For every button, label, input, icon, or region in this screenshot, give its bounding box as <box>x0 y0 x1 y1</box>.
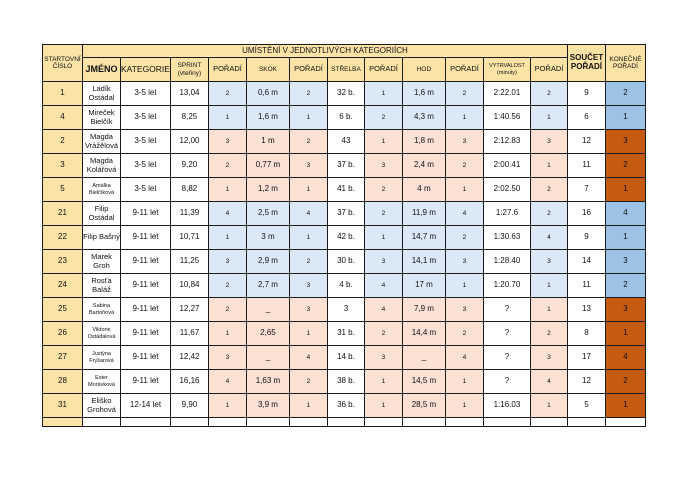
sprint-rank: 2 <box>208 274 246 298</box>
header-start: STARTOVNÍ ČÍSLO <box>43 45 83 82</box>
start-number: 25 <box>43 298 83 322</box>
shoot-rank: 2 <box>364 178 402 202</box>
jump-result: 1,2 m <box>246 178 289 202</box>
endurance-time: ? <box>483 298 530 322</box>
header-placement-title: UMÍSTĚNÍ V JEDNOTLIVÝCH KATEGORIÍCH <box>83 45 568 58</box>
throw-rank: 1 <box>445 274 483 298</box>
start-number: 3 <box>43 154 83 178</box>
final-rank: 2 <box>605 82 645 106</box>
table-row <box>43 226 646 250</box>
endurance-rank: 1 <box>530 298 567 322</box>
endurance-time: 2:02.50 <box>483 178 530 202</box>
shoot-result: 6 b. <box>327 106 364 130</box>
throw-result: _ <box>402 346 445 370</box>
table-row <box>43 202 646 226</box>
shoot-result: 41 b. <box>327 178 364 202</box>
athlete-name: Rosťa Baláž <box>83 274 121 298</box>
results-table <box>42 44 646 427</box>
endurance-rank: 4 <box>530 370 567 394</box>
endurance-time: 1:30.63 <box>483 226 530 250</box>
shoot-rank: 2 <box>364 202 402 226</box>
endurance-time: 1:40.56 <box>483 106 530 130</box>
final-rank: 2 <box>605 370 645 394</box>
sprint-rank: 1 <box>208 178 246 202</box>
endurance-rank: 2 <box>530 82 567 106</box>
sprint-time: 16,16 <box>170 370 208 394</box>
throw-rank: 2 <box>445 322 483 346</box>
endurance-time: 1:20.70 <box>483 274 530 298</box>
sprint-time: 11,39 <box>170 202 208 226</box>
sprint-rank: 3 <box>208 250 246 274</box>
throw-rank: 3 <box>445 298 483 322</box>
category: 9-11 let <box>121 226 171 250</box>
sprint-time: 12,00 <box>170 130 208 154</box>
sprint-rank: 1 <box>208 106 246 130</box>
jump-result: 3 m <box>246 226 289 250</box>
sprint-time: 8,82 <box>170 178 208 202</box>
category: 9-11 let <box>121 202 171 226</box>
sprint-time: 12,27 <box>170 298 208 322</box>
final-rank: 4 <box>605 346 645 370</box>
athlete-name: Ester Morávková <box>83 370 121 394</box>
table-row <box>43 82 646 106</box>
header-shoot: STŘELBA <box>327 58 364 82</box>
rank-sum: 9 <box>567 226 605 250</box>
shoot-result: 30 b. <box>327 250 364 274</box>
throw-result: 4 m <box>402 178 445 202</box>
throw-rank: 1 <box>445 394 483 418</box>
final-rank: 1 <box>605 106 645 130</box>
jump-rank: 2 <box>289 130 327 154</box>
start-number: 2 <box>43 130 83 154</box>
header-rank-endurance: POŘADÍ <box>530 58 567 82</box>
endurance-rank: 3 <box>530 130 567 154</box>
table-row <box>43 322 646 346</box>
athlete-name: Viktorie Ostádalová <box>83 322 121 346</box>
throw-result: 17 m <box>402 274 445 298</box>
endurance-time: ? <box>483 370 530 394</box>
throw-result: 14,7 m <box>402 226 445 250</box>
throw-rank: 1 <box>445 178 483 202</box>
results-sheet <box>42 44 646 427</box>
shoot-result: 36 b. <box>327 394 364 418</box>
sprint-rank: 1 <box>208 394 246 418</box>
sprint-rank: 3 <box>208 130 246 154</box>
athlete-name: Justýna Fryšarová <box>83 346 121 370</box>
endurance-time: 1:27.6 <box>483 202 530 226</box>
table-row <box>43 130 646 154</box>
sprint-time: 13,04 <box>170 82 208 106</box>
shoot-rank: 4 <box>364 298 402 322</box>
final-rank: 1 <box>605 226 645 250</box>
category: 9-11 let <box>121 370 171 394</box>
endurance-rank: 2 <box>530 322 567 346</box>
shoot-rank: 3 <box>364 250 402 274</box>
athlete-name: Magda Vrážělová <box>83 130 121 154</box>
final-rank: 1 <box>605 178 645 202</box>
header-rank-shoot: POŘADÍ <box>364 58 402 82</box>
rank-sum: 7 <box>567 178 605 202</box>
rank-sum: 9 <box>567 82 605 106</box>
sprint-time: 11,67 <box>170 322 208 346</box>
final-rank: 2 <box>605 274 645 298</box>
endurance-time: 1:28.40 <box>483 250 530 274</box>
jump-result: _ <box>246 298 289 322</box>
jump-rank: 1 <box>289 226 327 250</box>
endurance-rank: 1 <box>530 106 567 130</box>
header-final: KONEČNÉ POŘADÍ <box>605 45 645 82</box>
throw-result: 7,9 m <box>402 298 445 322</box>
endurance-rank: 3 <box>530 346 567 370</box>
endurance-rank: 1 <box>530 154 567 178</box>
sprint-time: 9,90 <box>170 394 208 418</box>
shoot-result: 32 b. <box>327 82 364 106</box>
shoot-rank: 2 <box>364 106 402 130</box>
shoot-result: 38 b. <box>327 370 364 394</box>
sprint-time: 8,25 <box>170 106 208 130</box>
table-row <box>43 106 646 130</box>
athlete-name: Eliško Grohová <box>83 394 121 418</box>
sprint-time: 11,25 <box>170 250 208 274</box>
jump-result: 0,6 m <box>246 82 289 106</box>
endurance-time: 2:12.83 <box>483 130 530 154</box>
athlete-name: Filip Bašný <box>83 226 121 250</box>
rank-sum: 12 <box>567 370 605 394</box>
shoot-result: 43 <box>327 130 364 154</box>
header-sum: SOUČET POŘADÍ <box>567 45 605 82</box>
rank-sum: 5 <box>567 394 605 418</box>
throw-result: 14,1 m <box>402 250 445 274</box>
table-row <box>43 274 646 298</box>
category: 3-5 let <box>121 130 171 154</box>
throw-rank: 4 <box>445 202 483 226</box>
endurance-time: 2:00.41 <box>483 154 530 178</box>
empty-row <box>43 418 646 427</box>
results-body <box>43 82 646 427</box>
start-number: 21 <box>43 202 83 226</box>
throw-rank: 3 <box>445 250 483 274</box>
jump-rank: 3 <box>289 274 327 298</box>
final-rank: 3 <box>605 298 645 322</box>
sprint-rank: 1 <box>208 322 246 346</box>
header-sprint: SPRINT (vteřiny) <box>170 58 208 82</box>
shoot-rank: 2 <box>364 322 402 346</box>
shoot-rank: 1 <box>364 82 402 106</box>
rank-sum: 17 <box>567 346 605 370</box>
header-endurance: VYTRVALOST (minuty) <box>483 58 530 82</box>
category: 12-14 let <box>121 394 171 418</box>
sprint-rank: 3 <box>208 346 246 370</box>
table-row <box>43 346 646 370</box>
jump-result: 2,9 m <box>246 250 289 274</box>
endurance-rank: 2 <box>530 178 567 202</box>
category: 9-11 let <box>121 322 171 346</box>
shoot-rank: 4 <box>364 274 402 298</box>
jump-result: 3,9 m <box>246 394 289 418</box>
shoot-rank: 1 <box>364 370 402 394</box>
shoot-result: 37 b. <box>327 154 364 178</box>
category: 9-11 let <box>121 346 171 370</box>
shoot-result: 4 b. <box>327 274 364 298</box>
throw-result: 2,4 m <box>402 154 445 178</box>
shoot-result: 42 b. <box>327 226 364 250</box>
jump-rank: 3 <box>289 154 327 178</box>
jump-rank: 1 <box>289 322 327 346</box>
start-number: 5 <box>43 178 83 202</box>
rank-sum: 11 <box>567 274 605 298</box>
shoot-result: 31 b. <box>327 322 364 346</box>
header-rank-jump: POŘADÍ <box>289 58 327 82</box>
throw-rank: 2 <box>445 154 483 178</box>
throw-result: 1,8 m <box>402 130 445 154</box>
endurance-rank: 2 <box>530 202 567 226</box>
final-rank: 3 <box>605 130 645 154</box>
category: 9-11 let <box>121 298 171 322</box>
athlete-name: Sabina Bartoňová <box>83 298 121 322</box>
athlete-name: Marek Groh <box>83 250 121 274</box>
start-number: 22 <box>43 226 83 250</box>
rank-sum: 8 <box>567 322 605 346</box>
sprint-time: 10,84 <box>170 274 208 298</box>
athlete-name: Mireček Bielčík <box>83 106 121 130</box>
final-rank: 4 <box>605 202 645 226</box>
shoot-result: 3 <box>327 298 364 322</box>
athlete-name: Ladík Ostádal <box>83 82 121 106</box>
throw-rank: 2 <box>445 226 483 250</box>
endurance-time: 2:22.01 <box>483 82 530 106</box>
table-row <box>43 250 646 274</box>
sprint-rank: 2 <box>208 154 246 178</box>
jump-rank: 4 <box>289 346 327 370</box>
rank-sum: 6 <box>567 106 605 130</box>
table-row <box>43 298 646 322</box>
header-jump: SKOK <box>246 58 289 82</box>
table-row <box>43 178 646 202</box>
jump-rank: 2 <box>289 370 327 394</box>
start-number: 31 <box>43 394 83 418</box>
final-rank: 1 <box>605 322 645 346</box>
category: 3-5 let <box>121 154 171 178</box>
category: 3-5 let <box>121 178 171 202</box>
jump-result: _ <box>246 346 289 370</box>
shoot-rank: 1 <box>364 226 402 250</box>
header-throw: HOD <box>402 58 445 82</box>
shoot-result: 14 b. <box>327 346 364 370</box>
category: 3-5 let <box>121 82 171 106</box>
endurance-rank: 3 <box>530 250 567 274</box>
table-row <box>43 370 646 394</box>
athlete-name: Amálka Bielčíková <box>83 178 121 202</box>
sprint-rank: 2 <box>208 82 246 106</box>
header-rank-throw: POŘADÍ <box>445 58 483 82</box>
final-rank: 3 <box>605 250 645 274</box>
table-row <box>43 394 646 418</box>
table-row <box>43 154 646 178</box>
endurance-time: ? <box>483 322 530 346</box>
throw-rank: 1 <box>445 106 483 130</box>
jump-rank: 2 <box>289 82 327 106</box>
rank-sum: 11 <box>567 154 605 178</box>
throw-rank: 2 <box>445 82 483 106</box>
header-name: JMÉNO <box>83 58 121 82</box>
start-number: 27 <box>43 346 83 370</box>
shoot-rank: 3 <box>364 154 402 178</box>
rank-sum: 13 <box>567 298 605 322</box>
shoot-rank: 1 <box>364 394 402 418</box>
throw-result: 14,5 m <box>402 370 445 394</box>
category: 3-5 let <box>121 106 171 130</box>
sprint-rank: 4 <box>208 202 246 226</box>
jump-result: 2,7 m <box>246 274 289 298</box>
jump-rank: 2 <box>289 250 327 274</box>
throw-rank: 1 <box>445 370 483 394</box>
jump-result: 1,63 m <box>246 370 289 394</box>
throw-result: 14,4 m <box>402 322 445 346</box>
jump-rank: 1 <box>289 106 327 130</box>
rank-sum: 12 <box>567 130 605 154</box>
sprint-rank: 4 <box>208 370 246 394</box>
jump-result: 0,77 m <box>246 154 289 178</box>
throw-result: 11,9 m <box>402 202 445 226</box>
throw-result: 28,5 m <box>402 394 445 418</box>
rank-sum: 16 <box>567 202 605 226</box>
jump-result: 1 m <box>246 130 289 154</box>
start-number: 26 <box>43 322 83 346</box>
shoot-result: 37 b. <box>327 202 364 226</box>
start-number: 28 <box>43 370 83 394</box>
sprint-time: 9,20 <box>170 154 208 178</box>
category: 9-11 let <box>121 250 171 274</box>
throw-result: 4,3 m <box>402 106 445 130</box>
start-number: 1 <box>43 82 83 106</box>
header-category: KATEGORIE <box>121 58 171 82</box>
sprint-rank: 1 <box>208 226 246 250</box>
final-rank: 1 <box>605 394 645 418</box>
shoot-rank: 3 <box>364 346 402 370</box>
jump-rank: 4 <box>289 202 327 226</box>
sprint-time: 10,71 <box>170 226 208 250</box>
endurance-time: ? <box>483 346 530 370</box>
jump-result: 2,5 m <box>246 202 289 226</box>
athlete-name: Magda Kolářová <box>83 154 121 178</box>
endurance-rank: 4 <box>530 226 567 250</box>
start-number: 24 <box>43 274 83 298</box>
sprint-time: 12,42 <box>170 346 208 370</box>
endurance-rank: 1 <box>530 274 567 298</box>
sprint-rank: 2 <box>208 298 246 322</box>
jump-result: 1,6 m <box>246 106 289 130</box>
throw-rank: 3 <box>445 130 483 154</box>
start-number: 23 <box>43 250 83 274</box>
shoot-rank: 1 <box>364 130 402 154</box>
jump-rank: 1 <box>289 394 327 418</box>
endurance-time: 1:16.03 <box>483 394 530 418</box>
endurance-rank: 1 <box>530 394 567 418</box>
jump-rank: 3 <box>289 298 327 322</box>
jump-result: 2,65 <box>246 322 289 346</box>
header-rank-sprint: POŘADÍ <box>208 58 246 82</box>
throw-rank: 4 <box>445 346 483 370</box>
final-rank: 2 <box>605 154 645 178</box>
category: 9-11 let <box>121 274 171 298</box>
rank-sum: 14 <box>567 250 605 274</box>
jump-rank: 1 <box>289 178 327 202</box>
throw-result: 1,6 m <box>402 82 445 106</box>
start-number: 4 <box>43 106 83 130</box>
athlete-name: Filip Ostádal <box>83 202 121 226</box>
